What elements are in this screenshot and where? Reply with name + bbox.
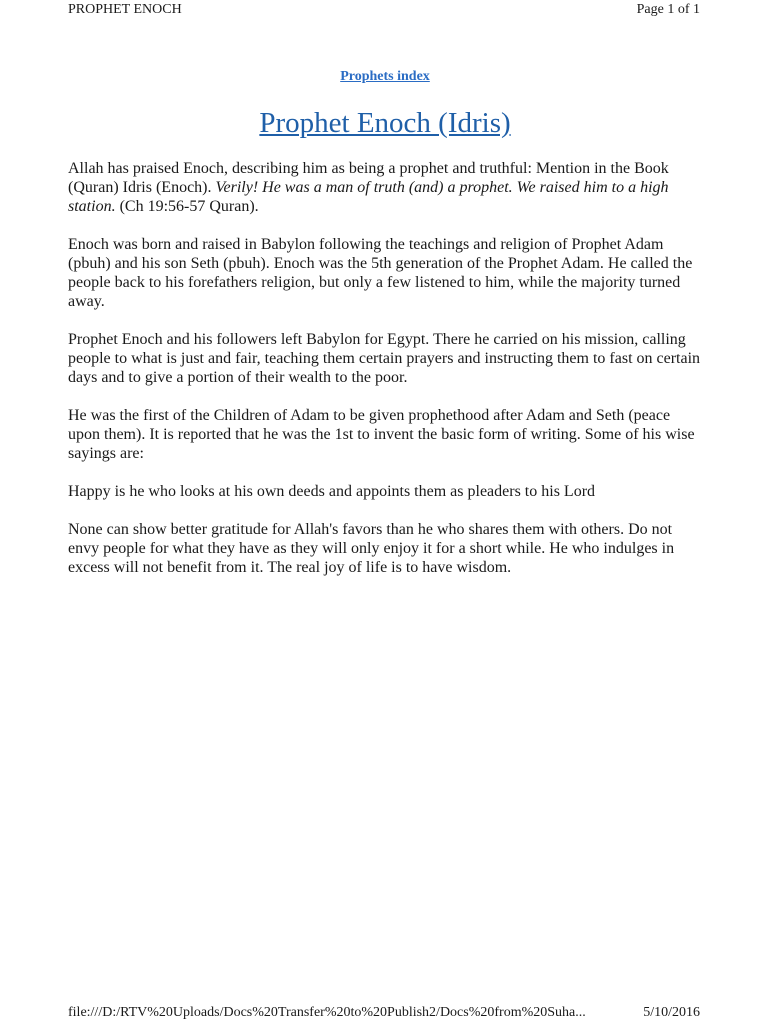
print-footer [68,1004,700,1022]
paragraph-egypt-mission: Prophet Enoch and his followers left Babylon for Egypt. There he carried on his mission, calling people to what is just and fair, teaching them certain prayers and instructing them to fast on certain days and to give a portion of their wealth to the poor. [68,331,701,386]
page-title: Prophet Enoch (Idris) [259,107,511,139]
header-document-title: PROPHET ENOCH [68,2,182,17]
quran-citation: (Ch 19:56-57 Quran). [115,198,259,215]
intro-text: Allah has praised Enoch, describing him as being a prophet and truthful: Mention in the Book (Quran) Idris (Enoch). [68,160,669,196]
header-page-number: Page 1 of 1 [636,2,700,17]
paragraph-intro [68,159,702,216]
saying-happy: Happy is he who looks at his own deeds and appoints them as pleaders to his Lord [68,483,596,500]
footer-file-path: file:///D:/RTV%20Uploads/Docs%20Transfer%20to%20Publish2/Docs%20from%20Suha... [68,1005,586,1020]
quran-quote: Verily! He was a man of truth (and) a prophet. We raised him to a high station. [68,179,669,215]
footer-print-date: 5/10/2016 [643,1005,700,1020]
document-body [68,68,702,596]
prophets-index-link[interactable]: Prophets index [340,69,430,84]
paragraph-birth: Enoch was born and raised in Babylon following the teachings and religion of Prophet Adam (pbuh) and his son Seth (pbuh). Enoch was the 5th generation of the Prophet Adam. He called the people back to his forefathers religion, but only a few listened to him, while the majority turned away. [68,236,693,310]
saying-gratitude: None can show better gratitude for Allah's favors than he who shares them with others. Do not envy people for what they have as they will only enjoy it for a short while. He who indulges in excess will not benefit from it. The real joy of life is to have wisdom. [68,521,675,576]
paragraph-first-prophethood: He was the first of the Children of Adam to be given prophethood after Adam and Seth (peace upon them). It is reported that he was the 1st to invent the basic form of writing. Some of his wise sayings are: [68,407,695,462]
print-header [68,1,700,19]
